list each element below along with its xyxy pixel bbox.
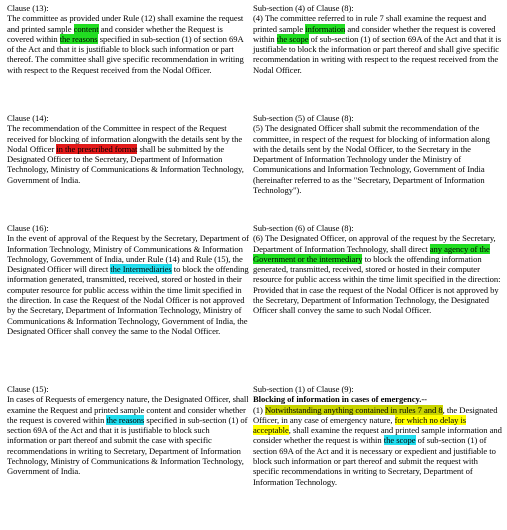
highlighted-phrase: the reasons: [106, 414, 145, 425]
clause-heading: Sub-section (6) of Clause (8):: [253, 223, 354, 233]
text-segment: shall be submitted by the Designated Officer to the Secretary, Department of Information Technology, Ministry of Communications & Information Technology, Government of India.: [7, 143, 244, 185]
clause-heading: Clause (14):: [7, 113, 49, 123]
highlighted-phrase: for which no delay is acceptable: [253, 414, 467, 436]
highlighted-phrase: the reasons: [59, 33, 98, 44]
text-segment: to block the offending information generated, transmitted, received, stored or hosted in their computer resource for public access within the time limit specified in the direction:: [253, 253, 501, 285]
clause-heading: Sub-section (1) of Clause (9):: [253, 384, 354, 394]
subsection-1-clause-9-block: [253, 384, 503, 487]
text-segment: and consider whether the request is covered within: [253, 23, 496, 44]
text-segment: In cases of Requests of emergency nature, the Designated Officer, shall examine the Request and printed sample content and consider whether the request is covered within: [7, 394, 249, 425]
clause-14-block: [7, 113, 249, 185]
text-segment: (6) The Designated Officer, on approval of the request by the Secretary, Department of Information Technology, shall direct: [253, 233, 496, 254]
text-segment: , shall examine the request and printed sample information and consider whether the request is within: [253, 425, 502, 446]
clause-16-block: [7, 223, 249, 336]
clause-text: [7, 13, 249, 75]
subsection-6-clause-8-block: [253, 223, 503, 316]
text-segment: (4) The committee referred to in rule 7 shall examine the request and printed sample: [253, 13, 487, 34]
highlighted-phrase: content: [73, 23, 99, 34]
text-segment: , the Designated Officer, in any case of emergency nature,: [253, 404, 498, 425]
clause-heading: Clause (13):: [7, 3, 49, 13]
text-segment: The committee as provided under Rule (12) shall examine the request and printed sample: [7, 13, 244, 34]
text-segment: The recommendation of the Committee in respect of the Request received for blocking of information alongwith the details sent by the Nodal Officer: [7, 123, 243, 154]
subsection-4-clause-8-block: [253, 3, 503, 75]
highlighted-phrase: Notwithstanding anything contained in rules 7 and 8: [264, 404, 443, 415]
text-segment: of sub-section (1) of section 69A of the Act and it is necessary or expedient and justifiable to block such information or part thereof and submit the request with specific recommendations in writing to Secretary, Department of Information Technology.: [253, 435, 496, 487]
highlighted-phrase: information: [305, 23, 346, 34]
highlighted-phrase: the Intermediaries: [110, 264, 172, 275]
highlighted-phrase: any agency of the Government or the intermediary: [253, 243, 490, 264]
text-segment: (1): [253, 404, 265, 415]
clause-13-block: [7, 3, 249, 75]
clause-text: [253, 233, 503, 315]
clause-text: [253, 123, 503, 195]
clause-heading: Sub-section (5) of Clause (8):: [253, 113, 354, 123]
text-segment: (5) The designated Officer shall submit the recommendation of the committee, in respect of the request for blocking of information along with the details sent by the Nodal Officer, to the Secretary in the Department of Information Technology under the Ministry of Communications and Information Technology, Government of India (hereinafter referred to as the "Secretary, Department of Information Technology").: [253, 123, 490, 196]
clause-heading: Clause (15):: [7, 384, 49, 394]
clause-text: [7, 233, 249, 336]
highlighted-phrase: in the prescribed format: [56, 143, 138, 154]
clause-text: [253, 405, 503, 487]
highlighted-phrase: the scope: [383, 435, 416, 446]
text-segment: and consider whether the Request is covered within: [7, 23, 223, 44]
text-segment: In the event of approval of the Request by the Secretary, Department of Information Technology, Ministry of Communications & Information Technology, Government of India, under Rule (14) and Rule (15), the Designated Officer will direct: [7, 233, 249, 275]
clause-text: [7, 394, 249, 476]
clause-15-block: [7, 384, 249, 477]
text-segment: to block the offending information generated, transmitted, received, stored or hosted in their computer resource for public access within the time limit specified in the direction. In case the Request of the Nodal Officer is not approved by the Secretary, Department of Information Technology, Ministry of Communications & Information Technology, Government of India, the Designated Officer shall convey the same to the Nodal Officer.: [7, 264, 249, 336]
text-segment: of sub-section (1) of section 69A of the Act and that it is justifiable to block the information or part thereof and shall give specific recommendation in writing with respect to the request received from the Nodal Officer.: [253, 33, 502, 75]
text-segment: Provided that in case the request of the Nodal Officer is not approved by the Secretary, Department of Information Technology, the Designated Officer shall convey the same to such Nodal Officer.: [253, 284, 499, 316]
subsection-5-clause-8-block: [253, 113, 503, 195]
clause-subheading: Blocking of information in cases of emergency.--: [253, 394, 427, 405]
clause-heading: Clause (16):: [7, 223, 49, 233]
text-segment: specified in sub-section (1) of section 69A of the Act and that it is justifiable to block such information or part thereof. The committee shall give specific recommendation in writing with respect to the Request received from the Nodal Officer.: [7, 33, 244, 75]
clause-text: [253, 13, 503, 75]
highlighted-phrase: the scope: [276, 33, 309, 44]
text-segment: specified in sub-section (1) of section 69A of the Act and that it is justifiable to block such information or part thereof and submit the case with specific recommendations in writing to Secretary, Department of Information Technology, Ministry of Communications & Information Technology, Government of India.: [7, 414, 248, 477]
clause-heading: Sub-section (4) of Clause (8):: [253, 3, 354, 13]
clause-text: [7, 123, 249, 185]
